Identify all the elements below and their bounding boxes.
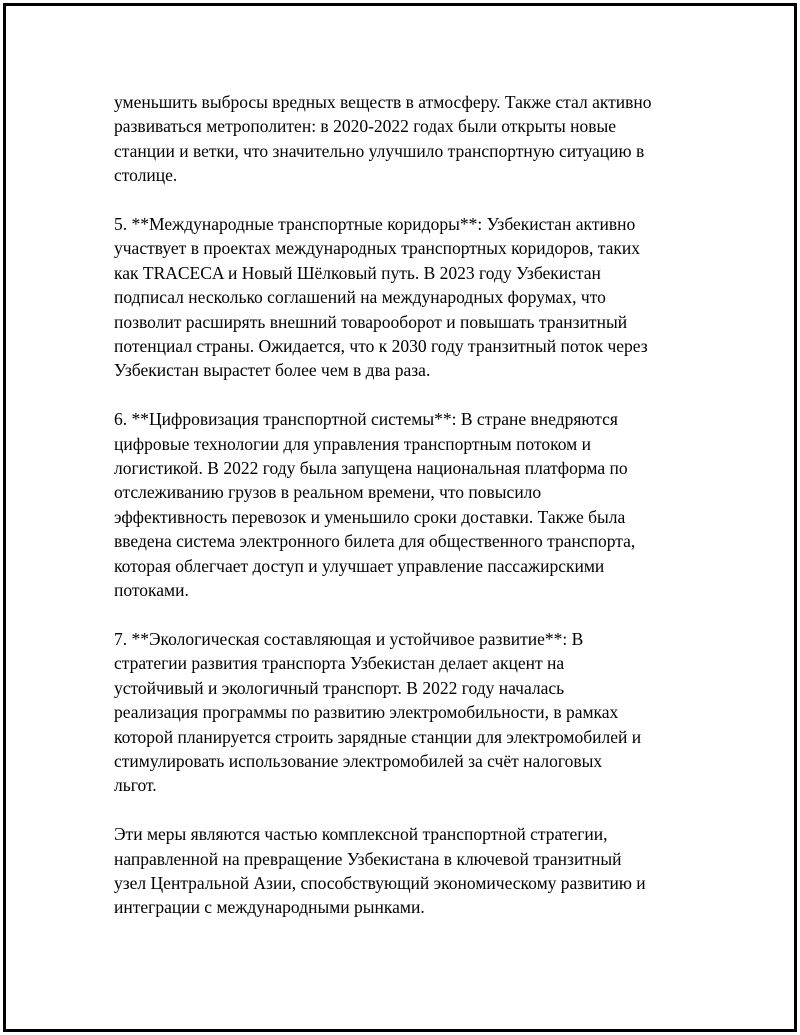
paragraph-item-5 — [114, 212, 694, 383]
text-line: столице. — [114, 165, 178, 186]
text-line: 6. **Цифровизация транспортной системы**: В стране внедряются — [114, 409, 618, 430]
text-line: позволит расширять внешний товарооборот и повышать транзитный — [114, 311, 628, 332]
text-line: эффективность перевозок и уменьшило сроки доставки. Также была — [114, 506, 626, 527]
text-line: 5. **Международные транспортные коридоры**: Узбекистан активно — [114, 214, 636, 235]
text-line: которая облегчает доступ и улучшает управление пассажирскими — [114, 555, 605, 576]
text-line: стратегии развития транспорта Узбекистан делает акцент на — [114, 653, 565, 674]
text-line: устойчивый и экологичный транспорт. В 2022 году началась — [114, 677, 565, 698]
text-line: реализация программы по развитию электромобильности, в рамках — [114, 702, 619, 723]
text-line: логистикой. В 2022 году была запущена национальная платформа по — [114, 458, 628, 479]
text-line: интеграции с международными рынками. — [114, 897, 425, 918]
text-line: как TRACECA и Новый Шёлковый путь. В 2023 году Узбекистан — [114, 262, 601, 283]
paragraph-conclusion — [114, 822, 694, 920]
text-line: потенциал страны. Ожидается, что к 2030 году транзитный поток через — [114, 336, 648, 357]
text-line: 7. **Экологическая составляющая и устойчивое развитие**: В — [114, 628, 584, 649]
text-line: стимулировать использование электромобилей за счёт налоговых — [114, 750, 603, 771]
document-body — [114, 90, 694, 944]
text-line: льгот. — [114, 775, 157, 796]
paragraph-intro-continuation — [114, 90, 694, 188]
text-line: уменьшить выбросы вредных веществ в атмосферу. Также стал активно — [114, 92, 652, 112]
text-line: развиваться метрополитен: в 2020-2022 годах были открыты новые — [114, 116, 617, 137]
text-line: Узбекистан вырастет более чем в два раза. — [114, 360, 431, 381]
text-line: участвует в проектах международных транспортных коридоров, таких — [114, 238, 641, 259]
text-line: узел Центральной Азии, способствующий экономическому развитию и — [114, 872, 646, 893]
text-line: потоками. — [114, 580, 189, 601]
text-line: Эти меры являются частью комплексной транспортной стратегии, — [114, 824, 608, 845]
text-line: цифровые технологии для управления транспортным потоком и — [114, 433, 591, 454]
text-line: которой планируется строить зарядные станции для электромобилей и — [114, 726, 642, 747]
text-line: направленной на превращение Узбекистана в ключевой транзитный — [114, 848, 622, 869]
text-line: подписал несколько соглашений на международных форумах, что — [114, 287, 606, 308]
paragraph-item-6 — [114, 407, 694, 602]
text-line: станции и ветки, что значительно улучшило транспортную ситуацию в — [114, 140, 645, 161]
text-line: отслеживанию грузов в реальном времени, что повысило — [114, 482, 542, 503]
paragraph-item-7 — [114, 627, 694, 798]
text-line: введена система электронного билета для общественного транспорта, — [114, 531, 636, 552]
